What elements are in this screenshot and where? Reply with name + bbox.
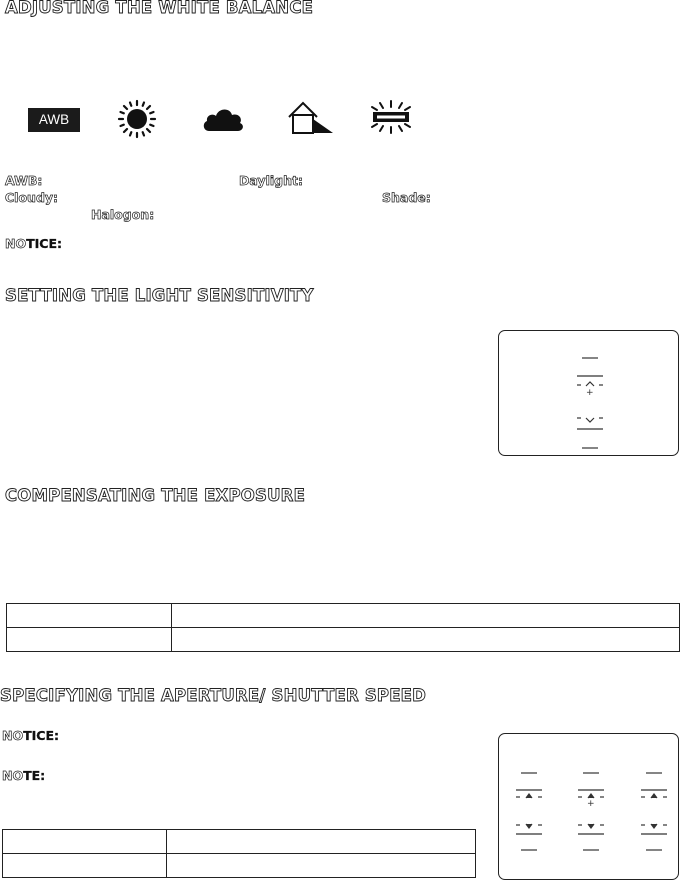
section-title-white-balance: ADJUSTING THE WHITE BALANCE bbox=[5, 0, 314, 17]
table-cell bbox=[167, 854, 476, 878]
section-title-exposure: COMPENSATING THE EXPOSURE bbox=[5, 486, 306, 505]
plus-symbol: + bbox=[586, 388, 594, 398]
table-row bbox=[3, 830, 476, 854]
table-cell bbox=[7, 628, 172, 652]
table-row bbox=[7, 628, 680, 652]
table-cell bbox=[172, 604, 680, 628]
notice-label: NOTICE: bbox=[5, 236, 62, 251]
table-row bbox=[3, 854, 476, 878]
section-title-aperture: SPECIFYING THE APERTURE/ SHUTTER SPEED bbox=[0, 686, 427, 705]
aperture-shutter-display-panel bbox=[498, 733, 679, 880]
awb-icon: AWB bbox=[28, 108, 80, 132]
shade-house-icon bbox=[285, 99, 339, 137]
table-cell bbox=[3, 830, 167, 854]
table-cell bbox=[7, 604, 172, 628]
table-cell bbox=[3, 854, 167, 878]
plus-symbol: + bbox=[587, 799, 595, 809]
iso-display-panel bbox=[498, 330, 679, 456]
section-title-light-sensitivity: SETTING THE LIGHT SENSITIVITY bbox=[5, 286, 314, 305]
table-cell bbox=[167, 830, 476, 854]
halogen-lamp-icon bbox=[368, 99, 414, 135]
note-label: NOTE: bbox=[2, 768, 46, 783]
sun-icon bbox=[117, 99, 157, 139]
exposure-table bbox=[6, 603, 680, 652]
label-daylight: Daylight: bbox=[239, 173, 303, 188]
label-cloudy: Cloudy: bbox=[5, 190, 59, 205]
label-halogon: Halogon: bbox=[91, 207, 155, 222]
label-awb: AWB: bbox=[5, 173, 43, 188]
label-shade: Shade: bbox=[382, 190, 431, 205]
table-row bbox=[7, 604, 680, 628]
aperture-table bbox=[2, 829, 476, 878]
table-cell bbox=[172, 628, 680, 652]
notice-label: NOTICE: bbox=[2, 728, 59, 743]
cloud-icon bbox=[201, 104, 245, 132]
